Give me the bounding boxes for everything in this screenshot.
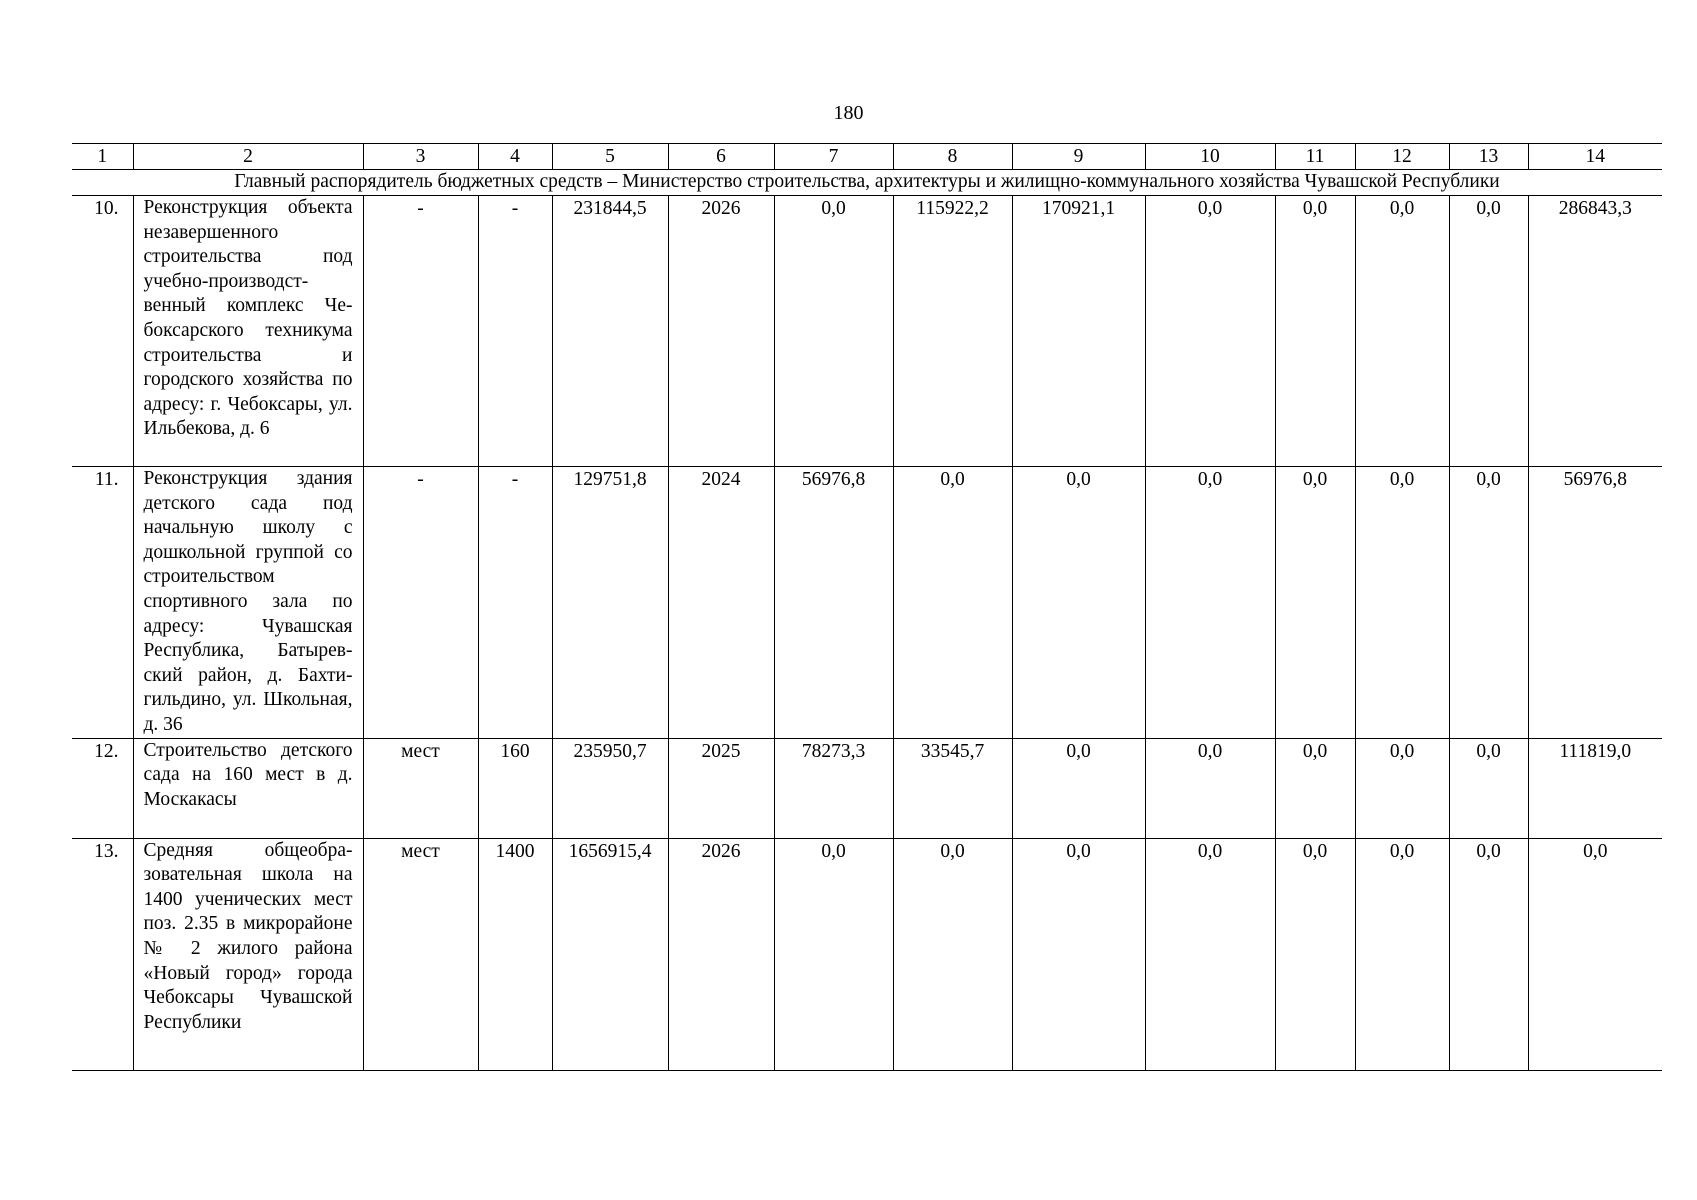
value-cell: 0,0 <box>1355 838 1449 1070</box>
capacity-cell: - <box>478 467 552 739</box>
value-cell: 0,0 <box>1449 467 1528 739</box>
object-name: Реконструкция объекта незавершенного строительства под учебно-производственный комплекс Чебоксарского техникума строительства и городского хозяйства по адресу: г. Чебоксары, ул. Ильбекова, д. 6 <box>133 196 363 467</box>
cost-cell: 129751,8 <box>552 467 668 739</box>
column-header: 3 <box>363 144 478 170</box>
table-row <box>72 196 1662 467</box>
year-cell: 2025 <box>668 738 774 838</box>
unit-cell: мест <box>363 738 478 838</box>
capacity-cell: 1400 <box>478 838 552 1070</box>
table-row <box>72 838 1662 1070</box>
value-cell: 56976,8 <box>774 467 893 739</box>
value-cell: 0,0 <box>1355 738 1449 838</box>
value-cell: 0,0 <box>1355 196 1449 467</box>
value-cell: 0,0 <box>1012 738 1145 838</box>
row-number: 13. <box>72 838 133 1070</box>
row-number: 11. <box>72 467 133 739</box>
column-header: 14 <box>1528 144 1662 170</box>
value-cell: 0,0 <box>1449 738 1528 838</box>
value-cell: 0,0 <box>1275 838 1355 1070</box>
value-cell: 115922,2 <box>893 196 1012 467</box>
object-name: Строительство детского сада на 160 мест в д. Москакасы <box>133 738 363 838</box>
section-title: Главный распорядитель бюджетных средств – Министерство строительства, архитектуры и жилищно-коммунального хозяйства Чувашской Республики <box>72 170 1662 196</box>
value-cell: 0,0 <box>1012 838 1145 1070</box>
column-header: 6 <box>668 144 774 170</box>
value-cell: 0,0 <box>893 467 1012 739</box>
value-cell: 0,0 <box>774 196 893 467</box>
value-cell: 0,0 <box>1145 838 1275 1070</box>
page-number: 180 <box>833 102 864 124</box>
total-cell: 56976,8 <box>1528 467 1662 739</box>
value-cell: 0,0 <box>1275 467 1355 739</box>
year-cell: 2026 <box>668 838 774 1070</box>
column-header: 2 <box>133 144 363 170</box>
value-cell: 0,0 <box>1275 738 1355 838</box>
unit-cell: мест <box>363 838 478 1070</box>
value-cell: 0,0 <box>1449 196 1528 467</box>
column-header: 4 <box>478 144 552 170</box>
value-cell: 0,0 <box>1012 467 1145 739</box>
column-header: 7 <box>774 144 893 170</box>
row-number: 10. <box>72 196 133 467</box>
value-cell: 0,0 <box>1355 467 1449 739</box>
column-header: 13 <box>1449 144 1528 170</box>
total-cell: 111819,0 <box>1528 738 1662 838</box>
object-name: Средняя общеобразовательная школа на 1400 ученических мест поз. 2.35 в микрорайоне № 2 жилого района «Новый город» города Чебоксары Чувашской Республики <box>133 838 363 1070</box>
value-cell: 0,0 <box>1145 467 1275 739</box>
row-number: 12. <box>72 738 133 838</box>
cost-cell: 231844,5 <box>552 196 668 467</box>
column-header: 9 <box>1012 144 1145 170</box>
value-cell: 170921,1 <box>1012 196 1145 467</box>
budget-table <box>72 143 1662 1071</box>
total-cell: 286843,3 <box>1528 196 1662 467</box>
column-number-row <box>72 144 1662 170</box>
year-cell: 2026 <box>668 196 774 467</box>
object-name: Реконструкция здания детского сада под начальную школу с дошкольной группой со строительством спортивного зала по адресу: Чувашская Республика, Батыревский район, д. Бахтигильдино, ул. Школьная, д. 36 <box>133 467 363 739</box>
column-header: 10 <box>1145 144 1275 170</box>
column-header: 1 <box>72 144 133 170</box>
column-header: 5 <box>552 144 668 170</box>
table-row <box>72 738 1662 838</box>
column-header: 12 <box>1355 144 1449 170</box>
unit-cell: - <box>363 467 478 739</box>
cost-cell: 235950,7 <box>552 738 668 838</box>
capacity-cell: 160 <box>478 738 552 838</box>
table-row <box>72 467 1662 739</box>
value-cell: 0,0 <box>1275 196 1355 467</box>
year-cell: 2024 <box>668 467 774 739</box>
value-cell: 33545,7 <box>893 738 1012 838</box>
unit-cell: - <box>363 196 478 467</box>
value-cell: 78273,3 <box>774 738 893 838</box>
total-cell: 0,0 <box>1528 838 1662 1070</box>
section-row <box>72 170 1662 196</box>
value-cell: 0,0 <box>1145 738 1275 838</box>
capacity-cell: - <box>478 196 552 467</box>
column-header: 8 <box>893 144 1012 170</box>
value-cell: 0,0 <box>893 838 1012 1070</box>
value-cell: 0,0 <box>1449 838 1528 1070</box>
value-cell: 0,0 <box>1145 196 1275 467</box>
cost-cell: 1656915,4 <box>552 838 668 1070</box>
value-cell: 0,0 <box>774 838 893 1070</box>
column-header: 11 <box>1275 144 1355 170</box>
